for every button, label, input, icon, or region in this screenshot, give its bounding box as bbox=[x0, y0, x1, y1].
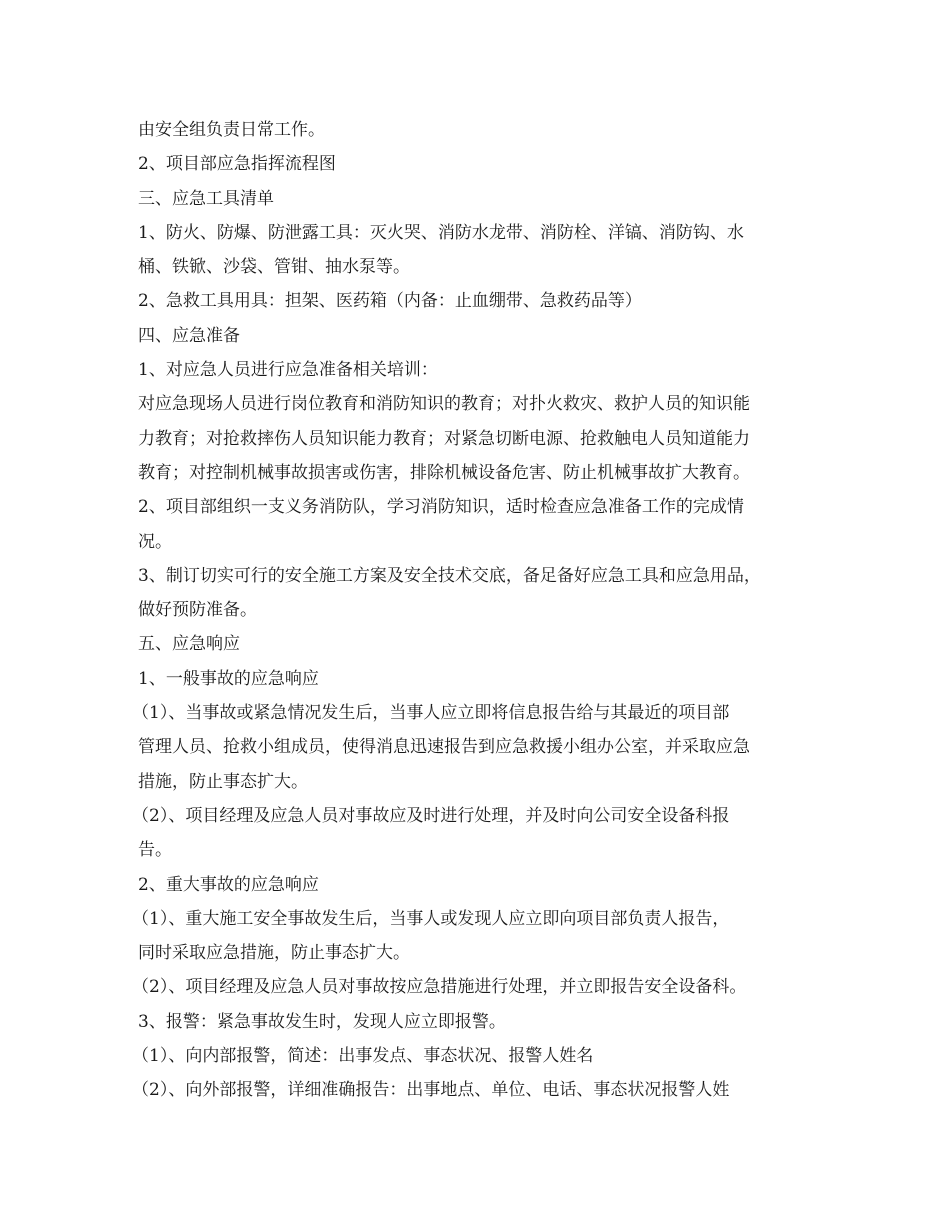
text-line: 3、报警：紧急事故发生时，发现人应立即报警。 bbox=[138, 1011, 506, 1032]
text-line: 力教育；对抢救摔伤人员知识能力教育；对紧急切断电源、抢救触电人员知道能力 bbox=[138, 428, 750, 449]
text-line: （1）、当事故或紧急情况发生后，当事人应立即将信息报告给与其最近的项目部 bbox=[132, 703, 730, 724]
section-heading: 五、应急响应 bbox=[138, 634, 240, 655]
text-line: 1、对应急人员进行应急准备相关培训： bbox=[138, 360, 438, 381]
text-line: 2、项目部组织一支义务消防队，学习消防知识，适时检查应急准备工作的完成情 bbox=[138, 497, 744, 518]
text-line: 况。 bbox=[138, 531, 172, 552]
text-line: 桶、铁锨、沙袋、管钳、抽水泵等。 bbox=[138, 257, 410, 278]
section-heading: 四、应急准备 bbox=[138, 325, 240, 346]
section-heading: 三、应急工具清单 bbox=[138, 188, 274, 209]
text-line: 同时采取应急措施，防止事态扩大。 bbox=[138, 943, 410, 964]
text-line: （2）、项目经理及应急人员对事故按应急措施进行处理，并立即报告安全设备科。 bbox=[132, 977, 747, 998]
text-line: （1）、重大施工安全事故发生后，当事人或发现人应立即向项目部负责人报告， bbox=[132, 908, 730, 929]
text-line: （1）、向内部报警，简述：出事发点、事态状况、报警人姓名 bbox=[132, 1046, 594, 1067]
text-line: 1、防火、防爆、防泄露工具：灭火哭、消防水龙带、消防栓、洋镐、消防钩、水 bbox=[138, 222, 744, 243]
text-line: 措施，防止事态扩大。 bbox=[138, 771, 308, 792]
text-line: 管理人员、抢救小组成员，使得消息迅速报告到应急救援小组办公室，并采取应急 bbox=[138, 737, 750, 758]
text-line: 由安全组负责日常工作。 bbox=[138, 120, 325, 140]
text-line: 3、制订切实可行的安全施工方案及安全技术交底，备足备好应急工具和应急用品， bbox=[138, 565, 761, 586]
text-line: 2、重大事故的应急响应 bbox=[138, 874, 319, 895]
text-line: 做好预防准备。 bbox=[138, 600, 257, 621]
text-line: 1、一般事故的应急响应 bbox=[138, 668, 319, 689]
text-line: 2、项目部应急指挥流程图 bbox=[138, 154, 336, 175]
text-line: 对应急现场人员进行岗位教育和消防知识的教育；对扑火救灾、救护人员的知识能 bbox=[138, 394, 750, 415]
text-line: （2）、项目经理及应急人员对事故应及时进行处理，并及时向公司安全设备科报 bbox=[132, 805, 730, 826]
text-line: 告。 bbox=[138, 840, 172, 861]
text-line: 2、急救工具用具：担架、医药箱（内备：止血绷带、急救药品等） bbox=[138, 291, 642, 312]
text-line: （2）、向外部报警，详细准确报告：出事地点、单位、电话、事态状况报警人姓 bbox=[132, 1080, 730, 1101]
text-line: 教育；对控制机械事故损害或伤害，排除机械设备危害、防止机械事故扩大教育。 bbox=[138, 462, 750, 483]
document-body bbox=[132, 113, 828, 1108]
